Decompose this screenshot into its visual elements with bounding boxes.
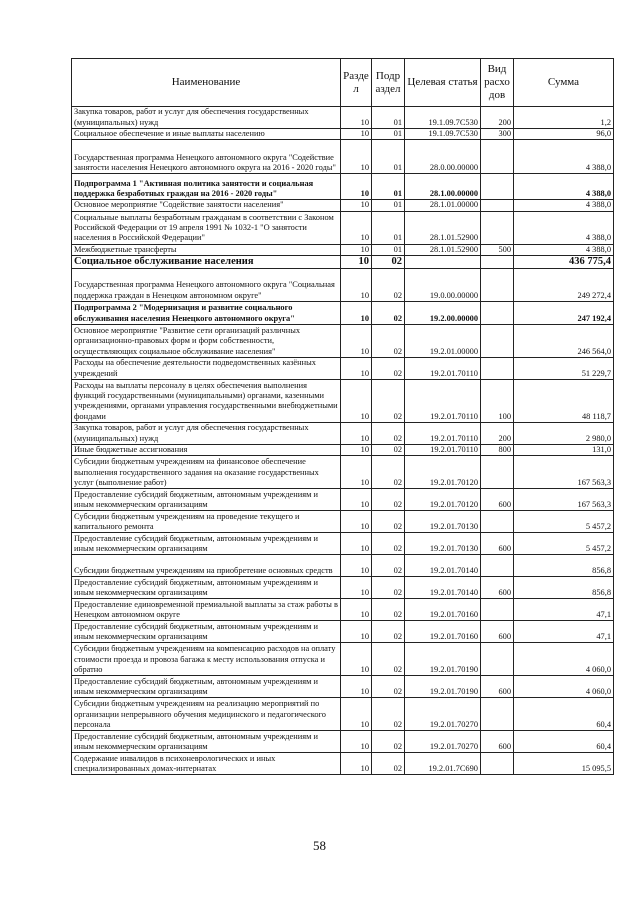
- cell-target-article: 19.2.01.7C690: [405, 753, 481, 775]
- cell-expense-type: 600: [481, 577, 514, 599]
- table-row: [72, 533, 614, 555]
- cell-expense-type: 600: [481, 731, 514, 753]
- cell-sum: 51 229,7: [514, 357, 614, 379]
- cell-name: Субсидии бюджетным учреждениям на реализацию мероприятий по организации непрерывного обучения медицинского и педагогического персонала: [72, 698, 341, 731]
- cell-expense-type: [481, 456, 514, 489]
- cell-name: Предоставление субсидий бюджетным, автономным учреждениям и иным некоммерческим организациям: [72, 676, 341, 698]
- cell-expense-type: [481, 200, 514, 211]
- cell-expense-type: [481, 555, 514, 577]
- header-sum: Сумма: [514, 59, 614, 107]
- cell-sum: 131,0: [514, 444, 614, 455]
- cell-subsection: 02: [372, 489, 405, 511]
- table-row: [72, 444, 614, 455]
- cell-expense-type: 600: [481, 621, 514, 643]
- cell-subsection: 02: [372, 753, 405, 775]
- cell-target-article: 19.2.01.70190: [405, 643, 481, 676]
- cell-target-article: 28.0.00.00000: [405, 140, 481, 174]
- table-row: [72, 244, 614, 255]
- cell-section: 10: [341, 301, 372, 324]
- cell-expense-type: [481, 357, 514, 379]
- cell-sum: 4 388,0: [514, 140, 614, 174]
- cell-target-article: 19.2.01.70110: [405, 379, 481, 422]
- table-row: [72, 129, 614, 140]
- cell-expense-type: 200: [481, 422, 514, 444]
- cell-section: 10: [341, 489, 372, 511]
- cell-subsection: 01: [372, 244, 405, 255]
- cell-subsection: 02: [372, 357, 405, 379]
- cell-subsection: 02: [372, 533, 405, 555]
- cell-subsection: 02: [372, 301, 405, 324]
- cell-expense-type: [481, 140, 514, 174]
- cell-section: 10: [341, 200, 372, 211]
- cell-sum: 47,1: [514, 621, 614, 643]
- cell-sum: 167 563,3: [514, 489, 614, 511]
- cell-target-article: 19.2.01.70160: [405, 621, 481, 643]
- table-row: [72, 599, 614, 621]
- cell-name: Подпрограмма 2 "Модернизация и развитие социального обслуживания населения Ненецкого автономного округа": [72, 301, 341, 324]
- cell-target-article: 28.1.00.00000: [405, 174, 481, 200]
- cell-name: Расходы на выплаты персоналу в целях обеспечения выполнения функций государственными (муниципальными) органами, казенными учреждениями, органами управления государственными внебюджетными фондами: [72, 379, 341, 422]
- cell-section: 10: [341, 753, 372, 775]
- cell-expense-type: 600: [481, 676, 514, 698]
- cell-subsection: 02: [372, 268, 405, 301]
- cell-name: Основное мероприятие "Развитие сети организаций различных организационно-правовых форм и форм собственности, осуществляющих социальное обслуживание населения": [72, 324, 341, 357]
- cell-sum: 5 457,2: [514, 511, 614, 533]
- cell-expense-type: 100: [481, 379, 514, 422]
- table-row: [72, 577, 614, 599]
- cell-section: 10: [341, 533, 372, 555]
- cell-section: 10: [341, 379, 372, 422]
- cell-expense-type: 800: [481, 444, 514, 455]
- cell-sum: 4 388,0: [514, 200, 614, 211]
- cell-section: 10: [341, 599, 372, 621]
- cell-expense-type: [481, 753, 514, 775]
- table-row: [72, 621, 614, 643]
- cell-subsection: 02: [372, 643, 405, 676]
- cell-name: Закупка товаров, работ и услуг для обеспечения государственных (муниципальных) нужд: [72, 422, 341, 444]
- cell-target-article: 19.1.09.7C530: [405, 107, 481, 129]
- cell-name: Иные бюджетные ассигнования: [72, 444, 341, 455]
- header-expense-type: Вид расхо дов: [481, 59, 514, 107]
- cell-sum: 47,1: [514, 599, 614, 621]
- cell-section: 10: [341, 268, 372, 301]
- table-row: [72, 357, 614, 379]
- cell-target-article: 28.1.01.52900: [405, 244, 481, 255]
- table-header-row: [72, 59, 614, 107]
- cell-target-article: 28.1.01.52900: [405, 211, 481, 244]
- cell-target-article: 19.2.01.70130: [405, 511, 481, 533]
- table-row: [72, 174, 614, 200]
- cell-section: 10: [341, 357, 372, 379]
- header-name: Наименование: [72, 59, 341, 107]
- cell-expense-type: [481, 643, 514, 676]
- cell-name: Основное мероприятие "Содействие занятости населения": [72, 200, 341, 211]
- cell-expense-type: 600: [481, 533, 514, 555]
- cell-name: Субсидии бюджетным учреждениям на проведение текущего и капитального ремонта: [72, 511, 341, 533]
- cell-subsection: 02: [372, 555, 405, 577]
- cell-expense-type: [481, 268, 514, 301]
- cell-section: 10: [341, 140, 372, 174]
- cell-expense-type: 200: [481, 107, 514, 129]
- cell-sum: 15 095,5: [514, 753, 614, 775]
- cell-name: Межбюджетные трансферты: [72, 244, 341, 255]
- cell-section: 10: [341, 511, 372, 533]
- cell-target-article: 19.2.01.70140: [405, 555, 481, 577]
- cell-section: 10: [341, 244, 372, 255]
- cell-sum: 856,8: [514, 555, 614, 577]
- cell-section: 10: [341, 174, 372, 200]
- cell-name: Предоставление субсидий бюджетным, автономным учреждениям и иным некоммерческим организациям: [72, 621, 341, 643]
- cell-sum: 5 457,2: [514, 533, 614, 555]
- header-target-article: Целевая статья: [405, 59, 481, 107]
- cell-expense-type: 500: [481, 244, 514, 255]
- cell-section: 10: [341, 676, 372, 698]
- cell-target-article: 19.1.09.7C530: [405, 129, 481, 140]
- cell-section: 10: [341, 211, 372, 244]
- cell-name: Государственная программа Ненецкого автономного округа "Социальная поддержка граждан в Ненецком автономном округе": [72, 268, 341, 301]
- cell-subsection: 02: [372, 599, 405, 621]
- cell-subsection: 01: [372, 174, 405, 200]
- cell-subsection: 02: [372, 255, 405, 268]
- cell-target-article: 19.2.01.70120: [405, 456, 481, 489]
- cell-subsection: 02: [372, 676, 405, 698]
- cell-section: 10: [341, 422, 372, 444]
- table-row: [72, 107, 614, 129]
- cell-target-article: 19.0.00.00000: [405, 268, 481, 301]
- cell-target-article: 19.2.01.70270: [405, 698, 481, 731]
- cell-sum: 436 775,4: [514, 255, 614, 268]
- cell-sum: 4 060,0: [514, 643, 614, 676]
- cell-target-article: 28.1.01.00000: [405, 200, 481, 211]
- cell-subsection: 02: [372, 444, 405, 455]
- table-row: [72, 698, 614, 731]
- cell-expense-type: [481, 324, 514, 357]
- table-row: [72, 511, 614, 533]
- cell-expense-type: 600: [481, 489, 514, 511]
- cell-sum: 48 118,7: [514, 379, 614, 422]
- table-row: [72, 211, 614, 244]
- cell-sum: 246 564,0: [514, 324, 614, 357]
- cell-expense-type: [481, 698, 514, 731]
- table-row: [72, 643, 614, 676]
- budget-table: [71, 58, 614, 775]
- header-section: Разде л: [341, 59, 372, 107]
- cell-subsection: 02: [372, 698, 405, 731]
- table-row: [72, 200, 614, 211]
- cell-target-article: [405, 255, 481, 268]
- cell-subsection: 01: [372, 200, 405, 211]
- cell-sum: 2 980,0: [514, 422, 614, 444]
- cell-name: Закупка товаров, работ и услуг для обеспечения государственных (муниципальных) нужд: [72, 107, 341, 129]
- cell-sum: 4 388,0: [514, 174, 614, 200]
- cell-name: Предоставление субсидий бюджетным, автономным учреждениям и иным некоммерческим организациям: [72, 533, 341, 555]
- cell-subsection: 02: [372, 511, 405, 533]
- cell-name: Предоставление субсидий бюджетным, автономным учреждениям и иным некоммерческим организациям: [72, 731, 341, 753]
- cell-section: 10: [341, 324, 372, 357]
- cell-name: Расходы на обеспечение деятельности подведомственных казённых учреждений: [72, 357, 341, 379]
- cell-expense-type: [481, 211, 514, 244]
- table-row: [72, 422, 614, 444]
- cell-section: 10: [341, 577, 372, 599]
- cell-section: 10: [341, 456, 372, 489]
- cell-expense-type: [481, 511, 514, 533]
- cell-name: Содержание инвалидов в психоневрологических и иных специализированных домах-интернатах: [72, 753, 341, 775]
- cell-section: 10: [341, 731, 372, 753]
- cell-sum: 60,4: [514, 731, 614, 753]
- cell-target-article: 19.2.01.70120: [405, 489, 481, 511]
- cell-section: 10: [341, 444, 372, 455]
- cell-name: Предоставление субсидий бюджетным, автономным учреждениям и иным некоммерческим организациям: [72, 489, 341, 511]
- table-row: [72, 456, 614, 489]
- cell-name: Социальное обслуживание населения: [72, 255, 341, 268]
- cell-name: Социальное обеспечение и иные выплаты населению: [72, 129, 341, 140]
- cell-sum: 96,0: [514, 129, 614, 140]
- cell-target-article: 19.2.00.00000: [405, 301, 481, 324]
- cell-target-article: 19.2.01.70160: [405, 599, 481, 621]
- cell-subsection: 02: [372, 324, 405, 357]
- cell-name: Социальные выплаты безработным гражданам в соответствии с Законом Российской Федерации от 19 апреля 1991 № 1032-1 "О занятости населения в Российской Федерации": [72, 211, 341, 244]
- cell-section: 10: [341, 255, 372, 268]
- cell-subsection: 01: [372, 107, 405, 129]
- cell-expense-type: 300: [481, 129, 514, 140]
- table-row: [72, 268, 614, 301]
- cell-expense-type: [481, 301, 514, 324]
- cell-expense-type: [481, 599, 514, 621]
- cell-subsection: 01: [372, 140, 405, 174]
- cell-subsection: 02: [372, 456, 405, 489]
- cell-target-article: 19.2.01.00000: [405, 324, 481, 357]
- cell-expense-type: [481, 174, 514, 200]
- cell-subsection: 01: [372, 129, 405, 140]
- cell-name: Субсидии бюджетным учреждениям на компенсацию расходов на оплату стоимости проезда и провоза багажа к месту использования отпуска и обратно: [72, 643, 341, 676]
- cell-sum: 1,2: [514, 107, 614, 129]
- table-body: [72, 107, 614, 775]
- cell-expense-type: [481, 255, 514, 268]
- cell-target-article: 19.2.01.70130: [405, 533, 481, 555]
- cell-subsection: 01: [372, 211, 405, 244]
- cell-target-article: 19.2.01.70140: [405, 577, 481, 599]
- cell-sum: 4 388,0: [514, 211, 614, 244]
- table-row: [72, 555, 614, 577]
- cell-section: 10: [341, 643, 372, 676]
- cell-name: Предоставление субсидий бюджетным, автономным учреждениям и иным некоммерческим организациям: [72, 577, 341, 599]
- cell-subsection: 02: [372, 379, 405, 422]
- cell-sum: 4 060,0: [514, 676, 614, 698]
- header-subsection: Подр аздел: [372, 59, 405, 107]
- cell-section: 10: [341, 107, 372, 129]
- table-row: [72, 255, 614, 268]
- cell-target-article: 19.2.01.70110: [405, 444, 481, 455]
- table-row: [72, 301, 614, 324]
- table-row: [72, 489, 614, 511]
- cell-name: Государственная программа Ненецкого автономного округа "Содействие занятости населения Ненецкого автономного округа на 2016 - 2020 годы": [72, 140, 341, 174]
- table-row: [72, 731, 614, 753]
- cell-target-article: 19.2.01.70270: [405, 731, 481, 753]
- cell-section: 10: [341, 621, 372, 643]
- cell-sum: 856,8: [514, 577, 614, 599]
- table-row: [72, 140, 614, 174]
- cell-target-article: 19.2.01.70110: [405, 422, 481, 444]
- table-row: [72, 324, 614, 357]
- cell-target-article: 19.2.01.70190: [405, 676, 481, 698]
- cell-name: Субсидии бюджетным учреждениям на финансовое обеспечение выполнения государственного задания на оказание государственных услуг (выполнение работ): [72, 456, 341, 489]
- cell-sum: 60,4: [514, 698, 614, 731]
- cell-subsection: 02: [372, 422, 405, 444]
- cell-subsection: 02: [372, 621, 405, 643]
- cell-sum: 247 192,4: [514, 301, 614, 324]
- cell-name: Предоставление единовременной премиальной выплаты за стаж работы в Ненецком автономном округе: [72, 599, 341, 621]
- cell-section: 10: [341, 698, 372, 731]
- cell-name: Подпрограмма 1 "Активная политика занятости и социальная поддержка безработных граждан на 2016 - 2020 годы": [72, 174, 341, 200]
- table-row: [72, 753, 614, 775]
- cell-section: 10: [341, 129, 372, 140]
- cell-sum: 249 272,4: [514, 268, 614, 301]
- table-row: [72, 379, 614, 422]
- table-row: [72, 676, 614, 698]
- page-number: 58: [313, 838, 326, 853]
- cell-subsection: 02: [372, 731, 405, 753]
- cell-target-article: 19.2.01.70110: [405, 357, 481, 379]
- cell-section: 10: [341, 555, 372, 577]
- cell-subsection: 02: [372, 577, 405, 599]
- cell-name: Субсидии бюджетным учреждениям на приобретение основных средств: [72, 555, 341, 577]
- cell-sum: 4 388,0: [514, 244, 614, 255]
- cell-sum: 167 563,3: [514, 456, 614, 489]
